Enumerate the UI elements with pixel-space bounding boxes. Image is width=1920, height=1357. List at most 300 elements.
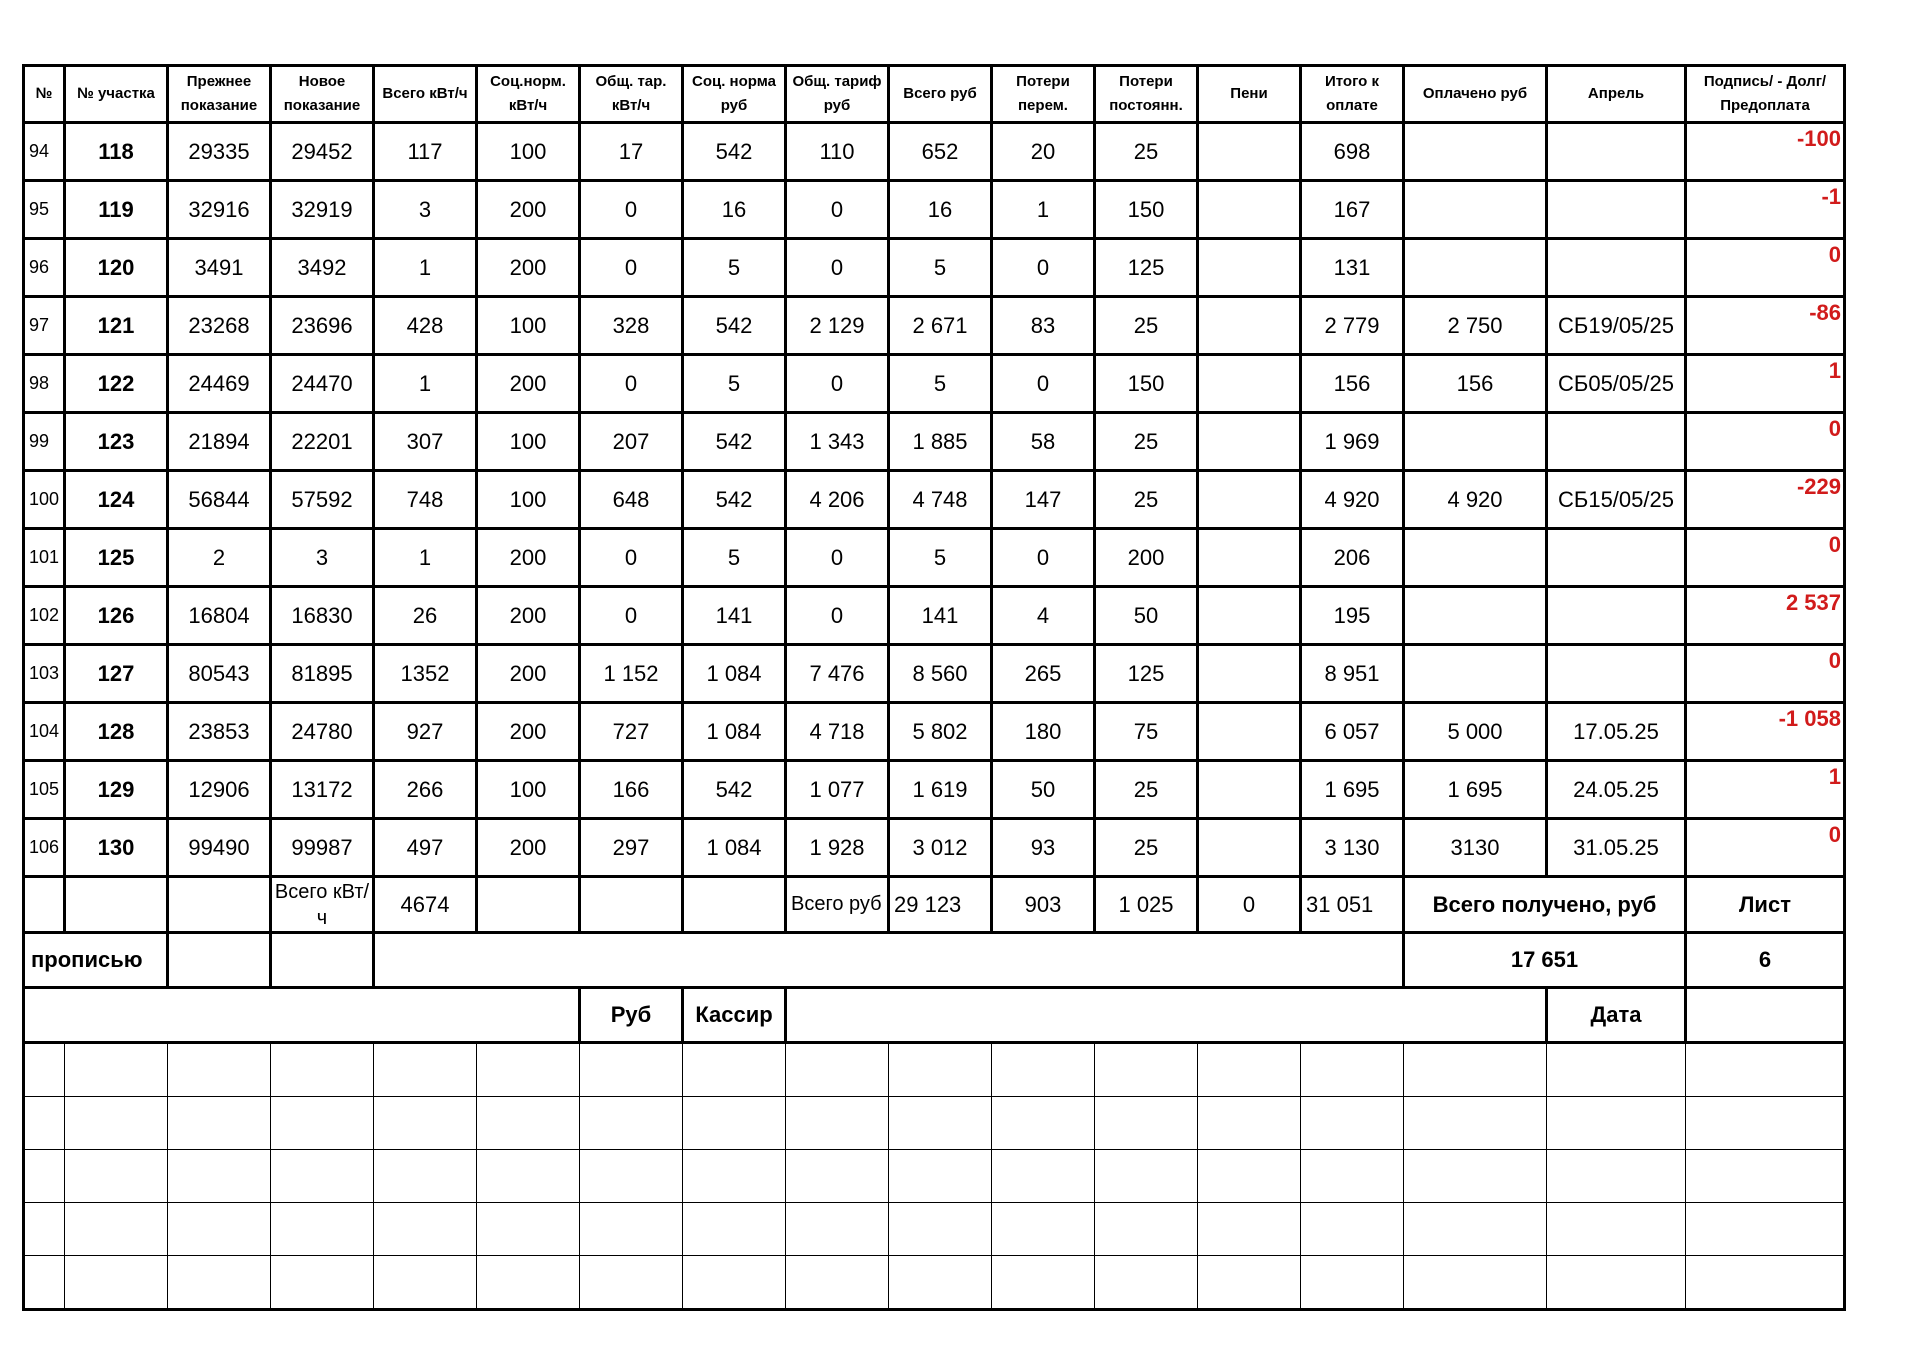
blank-cell bbox=[1547, 1150, 1686, 1203]
general-rub: 0 bbox=[786, 529, 889, 587]
loss-constant: 25 bbox=[1095, 297, 1198, 355]
general-rub: 0 bbox=[786, 355, 889, 413]
loss-variable: 180 bbox=[992, 703, 1095, 761]
new-reading: 23696 bbox=[271, 297, 374, 355]
loss-constant: 25 bbox=[1095, 123, 1198, 181]
blank-cell bbox=[580, 1150, 683, 1203]
new-reading: 16830 bbox=[271, 587, 374, 645]
table-row bbox=[24, 471, 1845, 529]
social-rub: 542 bbox=[683, 761, 786, 819]
totals-fine: 0 bbox=[1198, 877, 1301, 933]
total-kwh: 1 bbox=[374, 529, 477, 587]
new-reading: 81895 bbox=[271, 645, 374, 703]
table-row bbox=[24, 645, 1845, 703]
debt-prepayment: 0 bbox=[1686, 239, 1845, 297]
social-kwh: 200 bbox=[477, 529, 580, 587]
amount-due: 8 951 bbox=[1301, 645, 1404, 703]
paid bbox=[1404, 587, 1547, 645]
date-field bbox=[1686, 988, 1845, 1043]
blank-cell bbox=[24, 1043, 65, 1097]
col-header-new-reading: Новое показание bbox=[271, 66, 374, 123]
blank-cell bbox=[889, 1256, 992, 1310]
blank-cell bbox=[24, 1097, 65, 1150]
social-rub: 542 bbox=[683, 123, 786, 181]
social-kwh: 100 bbox=[477, 123, 580, 181]
total-rub: 8 560 bbox=[889, 645, 992, 703]
cashier-row bbox=[24, 988, 1845, 1043]
loss-constant: 75 bbox=[1095, 703, 1198, 761]
col-header-general-kwh: Общ. тар. кВт/ч bbox=[580, 66, 683, 123]
plot-number: 130 bbox=[65, 819, 168, 877]
table-row bbox=[24, 355, 1845, 413]
blank-cell bbox=[1198, 1150, 1301, 1203]
new-reading: 99987 bbox=[271, 819, 374, 877]
general-rub: 4 206 bbox=[786, 471, 889, 529]
social-kwh: 200 bbox=[477, 703, 580, 761]
blank-cell bbox=[1301, 1203, 1404, 1256]
table-row bbox=[24, 529, 1845, 587]
plot-number: 122 bbox=[65, 355, 168, 413]
loss-constant: 125 bbox=[1095, 645, 1198, 703]
col-header-prev-reading: Прежнее показание bbox=[168, 66, 271, 123]
blank-cell bbox=[65, 1097, 168, 1150]
social-rub: 542 bbox=[683, 413, 786, 471]
general-rub: 1 343 bbox=[786, 413, 889, 471]
blank-cell bbox=[1095, 1203, 1198, 1256]
plot-number: 120 bbox=[65, 239, 168, 297]
blank-row bbox=[24, 1150, 1845, 1203]
prev-reading: 80543 bbox=[168, 645, 271, 703]
new-reading: 29452 bbox=[271, 123, 374, 181]
general-kwh: 0 bbox=[580, 181, 683, 239]
blank-cell bbox=[992, 1097, 1095, 1150]
words-row bbox=[24, 933, 1845, 988]
social-rub: 1 084 bbox=[683, 819, 786, 877]
blank-cell bbox=[1301, 1097, 1404, 1150]
blank-cell bbox=[24, 1256, 65, 1310]
april-payment: СБ19/05/25 bbox=[1547, 297, 1686, 355]
total-kwh: 26 bbox=[374, 587, 477, 645]
loss-constant: 25 bbox=[1095, 761, 1198, 819]
paid: 2 750 bbox=[1404, 297, 1547, 355]
fine bbox=[1198, 703, 1301, 761]
blank-cell bbox=[683, 1256, 786, 1310]
table-row bbox=[24, 413, 1845, 471]
col-header-total-rub: Всего руб bbox=[889, 66, 992, 123]
sheet-label: Лист bbox=[1686, 877, 1845, 933]
paid: 5 000 bbox=[1404, 703, 1547, 761]
prev-reading: 16804 bbox=[168, 587, 271, 645]
received-total: 17 651 bbox=[1404, 933, 1686, 988]
loss-constant: 125 bbox=[1095, 239, 1198, 297]
prev-reading: 2 bbox=[168, 529, 271, 587]
blank-cell bbox=[1686, 1043, 1845, 1097]
blank-cell bbox=[580, 1203, 683, 1256]
totals-kwh-label: Всего кВт/ч bbox=[271, 877, 374, 933]
blank-row bbox=[24, 1043, 1845, 1097]
table-row bbox=[24, 239, 1845, 297]
debt-prepayment: 0 bbox=[1686, 645, 1845, 703]
blank-cell bbox=[1686, 1203, 1845, 1256]
general-rub: 0 bbox=[786, 239, 889, 297]
plot-number: 118 bbox=[65, 123, 168, 181]
prev-reading: 23853 bbox=[168, 703, 271, 761]
blank-cell bbox=[477, 1043, 580, 1097]
loss-variable: 147 bbox=[992, 471, 1095, 529]
new-reading: 13172 bbox=[271, 761, 374, 819]
totals-rub-label: Всего руб bbox=[786, 877, 889, 933]
blank-cell bbox=[168, 1043, 271, 1097]
row-index: 101 bbox=[24, 529, 65, 587]
debt-prepayment: 1 bbox=[1686, 355, 1845, 413]
blank-cell bbox=[1095, 1097, 1198, 1150]
general-rub: 1 928 bbox=[786, 819, 889, 877]
blank-cell bbox=[477, 1203, 580, 1256]
fine bbox=[1198, 645, 1301, 703]
blank-cell bbox=[374, 1256, 477, 1310]
totals-loss-constant: 1 025 bbox=[1095, 877, 1198, 933]
blank-cell bbox=[271, 1097, 374, 1150]
social-rub: 5 bbox=[683, 529, 786, 587]
blank-cell bbox=[271, 1256, 374, 1310]
blank-cell bbox=[1198, 1203, 1301, 1256]
plot-number: 128 bbox=[65, 703, 168, 761]
cashier-signature-field bbox=[786, 988, 1547, 1043]
blank-cell bbox=[24, 1203, 65, 1256]
paid: 156 bbox=[1404, 355, 1547, 413]
row-index: 103 bbox=[24, 645, 65, 703]
totals-rub: 29 123 bbox=[889, 877, 992, 933]
col-header-april: Апрель bbox=[1547, 66, 1686, 123]
plot-number: 124 bbox=[65, 471, 168, 529]
blank-cell bbox=[477, 1150, 580, 1203]
total-kwh: 3 bbox=[374, 181, 477, 239]
totals-empty bbox=[24, 877, 65, 933]
blank-cell bbox=[374, 1150, 477, 1203]
amount-due: 6 057 bbox=[1301, 703, 1404, 761]
amount-due: 3 130 bbox=[1301, 819, 1404, 877]
april-payment bbox=[1547, 239, 1686, 297]
loss-constant: 150 bbox=[1095, 355, 1198, 413]
amount-due: 206 bbox=[1301, 529, 1404, 587]
debt-prepayment: -229 bbox=[1686, 471, 1845, 529]
blank-cell bbox=[1404, 1150, 1547, 1203]
general-kwh: 0 bbox=[580, 587, 683, 645]
prev-reading: 24469 bbox=[168, 355, 271, 413]
general-kwh: 648 bbox=[580, 471, 683, 529]
totals-empty bbox=[683, 877, 786, 933]
row-index: 99 bbox=[24, 413, 65, 471]
fine bbox=[1198, 471, 1301, 529]
blank-cell bbox=[271, 1203, 374, 1256]
table-row bbox=[24, 819, 1845, 877]
general-kwh: 727 bbox=[580, 703, 683, 761]
rub-label: Руб bbox=[580, 988, 683, 1043]
blank-cell bbox=[1095, 1043, 1198, 1097]
plot-number: 119 bbox=[65, 181, 168, 239]
blank-cell bbox=[477, 1256, 580, 1310]
blank-cell bbox=[1404, 1043, 1547, 1097]
in-words-label: прописью bbox=[24, 933, 168, 988]
general-rub: 7 476 bbox=[786, 645, 889, 703]
header-row bbox=[24, 66, 1845, 123]
general-kwh: 0 bbox=[580, 239, 683, 297]
blank-cell bbox=[786, 1203, 889, 1256]
blank-cell bbox=[1547, 1256, 1686, 1310]
april-payment: СБ05/05/25 bbox=[1547, 355, 1686, 413]
blank-cell bbox=[65, 1256, 168, 1310]
social-kwh: 200 bbox=[477, 355, 580, 413]
amount-due: 698 bbox=[1301, 123, 1404, 181]
debt-prepayment: 2 537 bbox=[1686, 587, 1845, 645]
fine bbox=[1198, 355, 1301, 413]
paid bbox=[1404, 181, 1547, 239]
loss-variable: 83 bbox=[992, 297, 1095, 355]
blank-cell bbox=[65, 1150, 168, 1203]
debt-prepayment: 0 bbox=[1686, 529, 1845, 587]
plot-number: 126 bbox=[65, 587, 168, 645]
debt-prepayment: -1 058 bbox=[1686, 703, 1845, 761]
date-label: Дата bbox=[1547, 988, 1686, 1043]
blank-cell bbox=[168, 1256, 271, 1310]
blank-cell bbox=[1686, 1150, 1845, 1203]
amount-due: 156 bbox=[1301, 355, 1404, 413]
plot-number: 125 bbox=[65, 529, 168, 587]
blank-cell bbox=[683, 1097, 786, 1150]
totals-amount-due: 31 051 bbox=[1301, 877, 1404, 933]
col-header-debt: Подпись/ - Долг/Предоплата bbox=[1686, 66, 1845, 123]
blank-cell bbox=[271, 1150, 374, 1203]
col-header-paid: Оплачено руб bbox=[1404, 66, 1547, 123]
blank-cell bbox=[271, 1043, 374, 1097]
totals-row bbox=[24, 877, 1845, 933]
in-words-empty bbox=[271, 933, 374, 988]
received-label: Всего получено, руб bbox=[1404, 877, 1686, 933]
april-payment: 31.05.25 bbox=[1547, 819, 1686, 877]
blank-cell bbox=[374, 1203, 477, 1256]
blank-cell bbox=[1547, 1203, 1686, 1256]
blank-cell bbox=[168, 1097, 271, 1150]
social-rub: 16 bbox=[683, 181, 786, 239]
blank-cell bbox=[786, 1150, 889, 1203]
total-kwh: 927 bbox=[374, 703, 477, 761]
blank-cell bbox=[992, 1203, 1095, 1256]
prev-reading: 56844 bbox=[168, 471, 271, 529]
social-rub: 542 bbox=[683, 297, 786, 355]
new-reading: 24470 bbox=[271, 355, 374, 413]
fine bbox=[1198, 819, 1301, 877]
amount-due: 4 920 bbox=[1301, 471, 1404, 529]
prev-reading: 32916 bbox=[168, 181, 271, 239]
totals-loss-variable: 903 bbox=[992, 877, 1095, 933]
table-row bbox=[24, 703, 1845, 761]
general-kwh: 0 bbox=[580, 529, 683, 587]
fine bbox=[1198, 587, 1301, 645]
prev-reading: 23268 bbox=[168, 297, 271, 355]
blank-row bbox=[24, 1097, 1845, 1150]
social-kwh: 200 bbox=[477, 239, 580, 297]
billing-sheet bbox=[22, 64, 1846, 1311]
general-rub: 4 718 bbox=[786, 703, 889, 761]
new-reading: 32919 bbox=[271, 181, 374, 239]
blank-cell bbox=[992, 1256, 1095, 1310]
blank-cell bbox=[1301, 1043, 1404, 1097]
col-header-loss-constant: Потери постоянн. bbox=[1095, 66, 1198, 123]
amount-due: 167 bbox=[1301, 181, 1404, 239]
col-header-index: № bbox=[24, 66, 65, 123]
new-reading: 22201 bbox=[271, 413, 374, 471]
paid: 3130 bbox=[1404, 819, 1547, 877]
total-rub: 2 671 bbox=[889, 297, 992, 355]
social-kwh: 200 bbox=[477, 587, 580, 645]
total-rub: 3 012 bbox=[889, 819, 992, 877]
loss-variable: 58 bbox=[992, 413, 1095, 471]
table-row bbox=[24, 761, 1845, 819]
debt-prepayment: -100 bbox=[1686, 123, 1845, 181]
loss-variable: 50 bbox=[992, 761, 1095, 819]
social-rub: 5 bbox=[683, 355, 786, 413]
blank-cell bbox=[1198, 1097, 1301, 1150]
general-kwh: 166 bbox=[580, 761, 683, 819]
social-rub: 1 084 bbox=[683, 645, 786, 703]
blank-cell bbox=[65, 1203, 168, 1256]
new-reading: 57592 bbox=[271, 471, 374, 529]
prev-reading: 99490 bbox=[168, 819, 271, 877]
blank-cell bbox=[889, 1150, 992, 1203]
april-payment: СБ15/05/25 bbox=[1547, 471, 1686, 529]
april-payment: 17.05.25 bbox=[1547, 703, 1686, 761]
general-rub: 0 bbox=[786, 587, 889, 645]
general-kwh: 0 bbox=[580, 355, 683, 413]
new-reading: 24780 bbox=[271, 703, 374, 761]
paid bbox=[1404, 239, 1547, 297]
paid bbox=[1404, 529, 1547, 587]
row-index: 95 bbox=[24, 181, 65, 239]
blank-cell bbox=[374, 1043, 477, 1097]
loss-constant: 25 bbox=[1095, 819, 1198, 877]
april-payment bbox=[1547, 587, 1686, 645]
total-rub: 652 bbox=[889, 123, 992, 181]
table-row bbox=[24, 587, 1845, 645]
row-index: 98 bbox=[24, 355, 65, 413]
blank-cell bbox=[580, 1097, 683, 1150]
blank-cell bbox=[1198, 1043, 1301, 1097]
general-kwh: 1 152 bbox=[580, 645, 683, 703]
row-index: 102 bbox=[24, 587, 65, 645]
loss-constant: 25 bbox=[1095, 471, 1198, 529]
totals-kwh: 4674 bbox=[374, 877, 477, 933]
blank-cell bbox=[1686, 1097, 1845, 1150]
blank-cell bbox=[992, 1150, 1095, 1203]
col-header-amount-due: Итого к оплате bbox=[1301, 66, 1404, 123]
general-kwh: 207 bbox=[580, 413, 683, 471]
prev-reading: 21894 bbox=[168, 413, 271, 471]
blank-cell bbox=[683, 1043, 786, 1097]
april-payment bbox=[1547, 123, 1686, 181]
blank-cell bbox=[477, 1097, 580, 1150]
social-rub: 5 bbox=[683, 239, 786, 297]
blank-cell bbox=[1404, 1097, 1547, 1150]
col-header-plot: № участка bbox=[65, 66, 168, 123]
row-index: 105 bbox=[24, 761, 65, 819]
general-rub: 110 bbox=[786, 123, 889, 181]
general-rub: 1 077 bbox=[786, 761, 889, 819]
paid: 1 695 bbox=[1404, 761, 1547, 819]
plot-number: 123 bbox=[65, 413, 168, 471]
totals-empty bbox=[168, 877, 271, 933]
amount-due: 1 969 bbox=[1301, 413, 1404, 471]
blank-cell bbox=[1404, 1203, 1547, 1256]
blank-cell bbox=[1301, 1256, 1404, 1310]
blank-cell bbox=[1301, 1150, 1404, 1203]
blank-cell bbox=[374, 1097, 477, 1150]
amount-due: 2 779 bbox=[1301, 297, 1404, 355]
blank-cell bbox=[786, 1043, 889, 1097]
loss-variable: 0 bbox=[992, 355, 1095, 413]
prev-reading: 29335 bbox=[168, 123, 271, 181]
total-kwh: 497 bbox=[374, 819, 477, 877]
total-rub: 5 802 bbox=[889, 703, 992, 761]
table-row bbox=[24, 181, 1845, 239]
april-payment bbox=[1547, 529, 1686, 587]
plot-number: 129 bbox=[65, 761, 168, 819]
loss-variable: 20 bbox=[992, 123, 1095, 181]
social-kwh: 100 bbox=[477, 413, 580, 471]
cashier-row-empty bbox=[24, 988, 580, 1043]
blank-cell bbox=[65, 1043, 168, 1097]
total-kwh: 117 bbox=[374, 123, 477, 181]
total-rub: 5 bbox=[889, 355, 992, 413]
fine bbox=[1198, 761, 1301, 819]
total-rub: 5 bbox=[889, 239, 992, 297]
new-reading: 3492 bbox=[271, 239, 374, 297]
general-kwh: 328 bbox=[580, 297, 683, 355]
total-rub: 1 619 bbox=[889, 761, 992, 819]
blank-cell bbox=[1095, 1256, 1198, 1310]
blank-row bbox=[24, 1203, 1845, 1256]
blank-cell bbox=[1404, 1256, 1547, 1310]
general-rub: 2 129 bbox=[786, 297, 889, 355]
in-words-field bbox=[374, 933, 1404, 988]
total-kwh: 748 bbox=[374, 471, 477, 529]
fine bbox=[1198, 123, 1301, 181]
table-row bbox=[24, 123, 1845, 181]
debt-prepayment: -86 bbox=[1686, 297, 1845, 355]
prev-reading: 3491 bbox=[168, 239, 271, 297]
blank-cell bbox=[1198, 1256, 1301, 1310]
new-reading: 3 bbox=[271, 529, 374, 587]
general-kwh: 17 bbox=[580, 123, 683, 181]
fine bbox=[1198, 181, 1301, 239]
debt-prepayment: 1 bbox=[1686, 761, 1845, 819]
fine bbox=[1198, 529, 1301, 587]
blank-cell bbox=[683, 1203, 786, 1256]
april-payment bbox=[1547, 413, 1686, 471]
row-index: 96 bbox=[24, 239, 65, 297]
debt-prepayment: -1 bbox=[1686, 181, 1845, 239]
blank-cell bbox=[24, 1150, 65, 1203]
blank-cell bbox=[683, 1150, 786, 1203]
total-kwh: 1352 bbox=[374, 645, 477, 703]
amount-due: 1 695 bbox=[1301, 761, 1404, 819]
cashier-label: Кассир bbox=[683, 988, 786, 1043]
total-rub: 141 bbox=[889, 587, 992, 645]
april-payment bbox=[1547, 645, 1686, 703]
table-row bbox=[24, 297, 1845, 355]
blank-cell bbox=[1686, 1256, 1845, 1310]
totals-empty bbox=[477, 877, 580, 933]
blank-cell bbox=[889, 1203, 992, 1256]
